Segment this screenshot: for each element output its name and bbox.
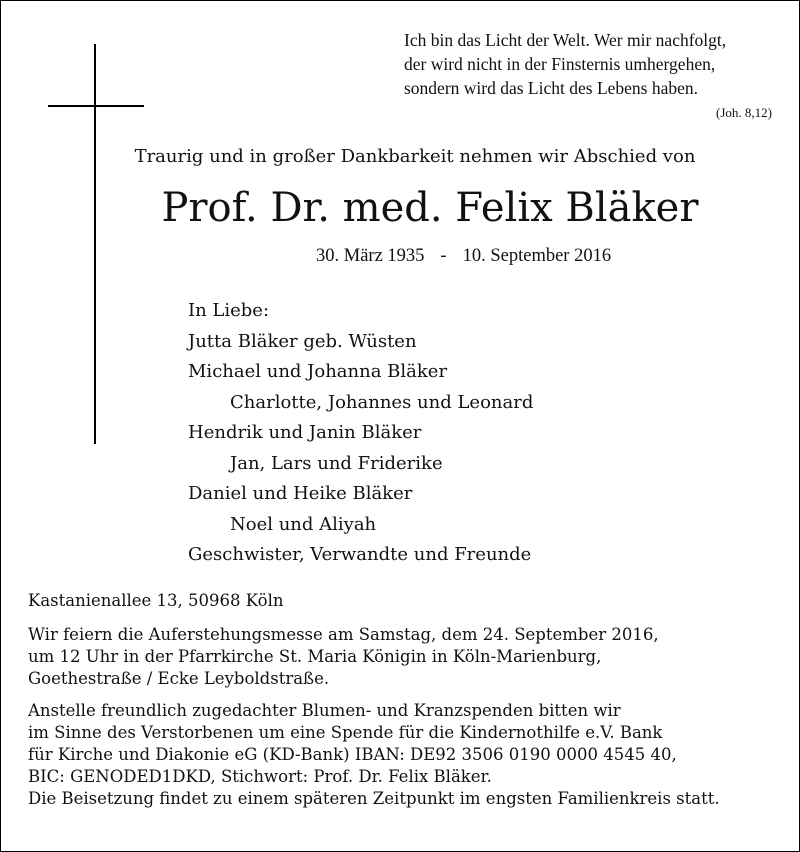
donation-line: im Sinne des Verstorbenen um eine Spende für die Kindernothilfe e.V. Bank: [28, 723, 663, 742]
intro-text: Traurig und in großer Dankbarkeit nehmen wir Abschied von: [134, 146, 696, 167]
mass-line: Wir feiern die Auferstehungsmesse am Samstag, dem 24. September 2016,: [28, 625, 659, 644]
burial-notice: [28, 788, 788, 810]
cross-icon-vertical-bar: [94, 44, 96, 444]
death-date: 10. September 2016: [462, 246, 612, 266]
family-grandchildren: Jan, Lars und Friderike: [230, 452, 443, 474]
mass-line: Goethestraße / Ecke Leyboldstraße.: [28, 669, 330, 688]
mass-line: um 12 Uhr in der Pfarrkirche St. Maria Königin in Köln-Marienburg,: [28, 647, 602, 666]
cross-icon-horizontal-bar: [48, 105, 144, 107]
donation-request: [28, 700, 788, 788]
quote-line: sondern wird das Licht des Lebens haben.: [404, 78, 699, 98]
family-member: Hendrik und Janin Bläker: [188, 422, 422, 443]
donation-line: BIC: GENODED1DKD, Stichwort: Prof. Dr. Felix Bläker.: [28, 767, 492, 786]
birth-date: 30. März 1935: [316, 246, 425, 266]
burial-line: Die Beisetzung findet zu einem späteren Zeitpunkt im engsten Familienkreis statt.: [28, 789, 720, 808]
family-member: Michael und Johanna Bläker: [188, 361, 448, 382]
family-member: Daniel und Heike Bläker: [188, 483, 413, 504]
mass-announcement: [28, 624, 788, 690]
quote-line: der wird nicht in der Finsternis umhergehen,: [404, 54, 716, 74]
date-separator: -: [440, 246, 447, 266]
deceased-name: Prof. Dr. med. Felix Bläker: [161, 185, 699, 231]
family-closing: Geschwister, Verwandte und Freunde: [188, 544, 532, 565]
quote-line: Ich bin das Licht der Welt. Wer mir nachfolgt,: [404, 30, 727, 50]
notice-body: [28, 590, 788, 810]
donation-line: für Kirche und Diakonie eG (KD-Bank) IBAN: DE92 3506 0190 0000 4545 40,: [28, 745, 677, 764]
family-member: Jutta Bläker geb. Wüsten: [188, 330, 417, 352]
quote-source: (Joh. 8,12): [716, 105, 772, 120]
address: [28, 590, 788, 612]
family-grandchildren: Charlotte, Johannes und Leonard: [230, 391, 534, 413]
donation-line: Anstelle freundlich zugedachter Blumen- und Kranzspenden bitten wir: [28, 701, 621, 720]
family-list: [188, 296, 533, 571]
address-line: Kastanienallee 13, 50968 Köln: [28, 591, 284, 610]
family-heading: In Liebe:: [188, 300, 270, 321]
family-grandchildren: Noel und Aliyah: [230, 513, 377, 535]
life-dates: [316, 244, 611, 268]
bible-quote: [404, 28, 798, 100]
